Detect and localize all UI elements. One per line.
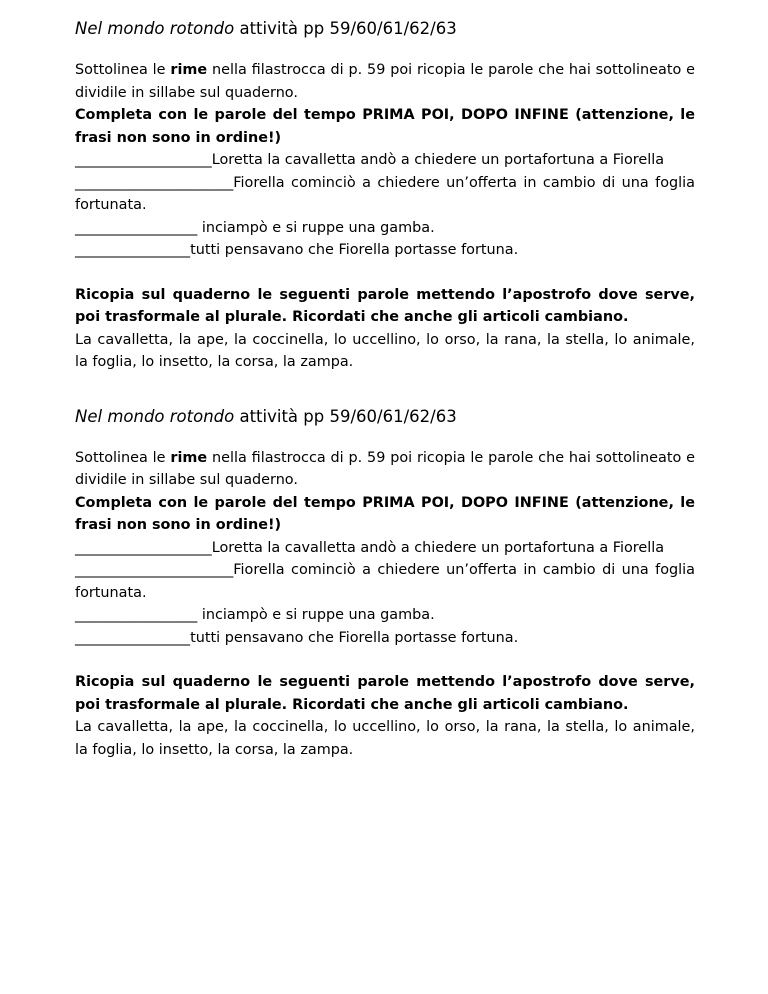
sentence-4 <box>75 239 695 262</box>
completa-instruction: Completa con le parole del tempo PRIMA POI, DOPO INFINE (attenzione, le frasi non sono in ordine!) <box>75 107 695 146</box>
sentence-3-text: inciampò e si ruppe una gamba. <box>197 607 435 623</box>
word-list: La cavalletta, la ape, la coccinella, lo uccellino, lo orso, la rana, la stella, lo animale, la foglia, lo insetto, la corsa, la zampa. <box>75 719 695 758</box>
rime-instruction <box>75 59 695 104</box>
sentence-2-text: Fiorella cominciò a chiedere un’offerta in cambio di una foglia fortunata. <box>75 562 695 601</box>
worksheet-heading <box>75 16 695 42</box>
sentence-2-blank[interactable]: ______________________ <box>75 174 234 191</box>
sentence-3-text: inciampò e si ruppe una gamba. <box>197 219 435 236</box>
heading-pages: attività pp 59/60/61/62/63 <box>234 19 457 38</box>
sentence-2-blank[interactable]: ______________________ <box>75 562 234 578</box>
ricopia-instruction: Ricopia sul quaderno le seguenti parole mettendo l’apostrofo dove serve, poi trasformale al plurale. Ricordati che anche gli articoli cambiano. <box>75 674 695 713</box>
worksheet-heading <box>75 404 695 430</box>
sentence-1-blank[interactable]: ___________________ <box>75 152 212 168</box>
rime-keyword: rime <box>170 62 208 78</box>
sentence-1 <box>75 537 695 560</box>
rime-text-a: Sottolinea le <box>75 62 171 78</box>
worksheet-block-1 <box>75 16 695 374</box>
sentence-3-blank[interactable]: _________________ <box>75 219 198 236</box>
sentence-1 <box>75 149 695 172</box>
rime-keyword: rime <box>170 449 208 466</box>
sentence-2 <box>75 172 695 217</box>
sentence-4-text: tutti pensavano che Fiorella portasse fortuna. <box>190 629 519 646</box>
ricopia-instruction: Ricopia sul quaderno le seguenti parole mettendo l’apostrofo dove serve, poi trasformale al plurale. Ricordati che anche gli articoli cambiano. <box>75 286 695 325</box>
sentence-2 <box>75 559 695 604</box>
sentence-4-blank[interactable]: ________________ <box>75 242 191 258</box>
sentence-4 <box>75 627 695 650</box>
sentence-3 <box>75 604 695 627</box>
sentence-3 <box>75 217 695 240</box>
sentence-1-blank[interactable]: ___________________ <box>75 539 212 556</box>
sentence-3-blank[interactable]: _________________ <box>75 607 198 623</box>
completa-instruction: Completa con le parole del tempo PRIMA POI, DOPO INFINE (attenzione, le frasi non sono in ordine!) <box>75 494 695 533</box>
word-list: La cavalletta, la ape, la coccinella, lo uccellino, lo orso, la rana, la stella, lo animale, la foglia, lo insetto, la corsa, la zampa. <box>75 331 695 370</box>
document-page <box>75 16 695 761</box>
spacer <box>75 649 695 671</box>
sentence-4-text: tutti pensavano che Fiorella portasse fortuna. <box>190 242 519 258</box>
spacer <box>75 262 695 284</box>
rime-instruction <box>75 447 695 492</box>
sentence-2-text: Fiorella cominciò a chiedere un’offerta in cambio di una foglia fortunata. <box>75 174 695 213</box>
book-title: Nel mondo rotondo <box>75 19 235 38</box>
worksheet-block-2 <box>75 404 695 762</box>
sentence-4-blank[interactable]: ________________ <box>75 629 191 646</box>
sentence-1-text: Loretta la cavalletta andò a chiedere un portafortuna a Fiorella <box>211 152 665 168</box>
rime-text-b: nella filastrocca di p. 59 poi ricopia le parole che hai sottolineato e dividile in sillabe sul quaderno. <box>75 449 695 488</box>
rime-text-b: nella filastrocca di p. 59 poi ricopia le parole che hai sottolineato e dividile in sillabe sul quaderno. <box>75 62 695 101</box>
book-title: Nel mondo rotondo <box>75 406 235 426</box>
rime-text-a: Sottolinea le <box>75 449 171 466</box>
sentence-1-text: Loretta la cavalletta andò a chiedere un portafortuna a Fiorella <box>211 539 665 556</box>
heading-pages: attività pp 59/60/61/62/63 <box>234 406 457 426</box>
